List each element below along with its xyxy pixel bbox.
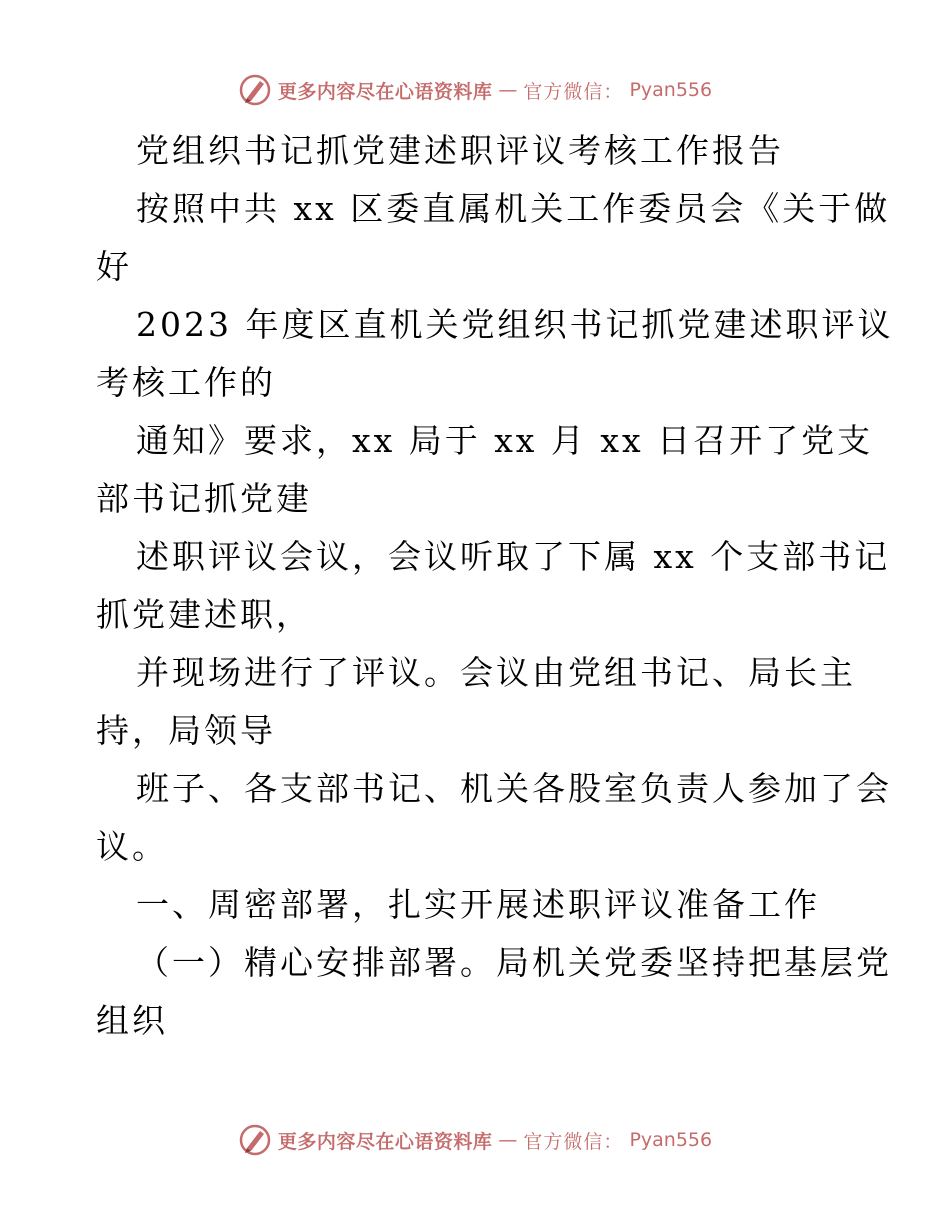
doc-line: 抓党建述职， — [96, 595, 312, 634]
header-banner-dash: — — [498, 79, 518, 101]
footer-banner-id: Pyan556 — [629, 1129, 713, 1151]
header-banner-id: Pyan556 — [629, 79, 713, 101]
footer-banner-main: 更多内容尽在心语资料库 — [277, 1130, 493, 1153]
subsection-line: （一）精心安排部署。局机关党委坚持把基层党 — [136, 943, 892, 982]
section-heading: 一、周密部署，扎实开展述职评议准备工作 — [136, 885, 820, 924]
doc-title: 党组织书记抓党建述职评议考核工作报告 — [136, 131, 784, 170]
footer-banner — [238, 1123, 712, 1157]
document-body — [96, 122, 894, 1050]
doc-line: 持，局领导 — [96, 711, 276, 750]
header-banner — [238, 73, 712, 107]
doc-line: 按照中共 xx 区委直属机关工作委员会《关于做 — [136, 189, 891, 228]
doc-line: 议。 — [96, 827, 168, 866]
doc-line: 组织 — [96, 1001, 168, 1040]
doc-line: 部书记抓党建 — [96, 479, 312, 518]
footer-banner-dash: — — [498, 1129, 518, 1151]
header-banner-sub: 官方微信： — [523, 80, 624, 103]
doc-line: 述职评议会议，会议听取了下属 xx 个支部书记 — [136, 537, 891, 576]
page-footer — [0, 1120, 950, 1160]
doc-line: 2023 年度区直机关党组织书记抓党建述职评议 — [136, 305, 894, 344]
doc-line: 并现场进行了评议。会议由党组书记、局长主 — [136, 653, 856, 692]
footer-banner-sub: 官方微信： — [523, 1130, 624, 1153]
pen-logo-icon — [238, 1123, 272, 1157]
pen-logo-icon — [238, 73, 272, 107]
doc-line: 好 — [96, 247, 132, 286]
doc-line: 班子、各支部书记、机关各股室负责人参加了会 — [136, 769, 892, 808]
header-banner-main: 更多内容尽在心语资料库 — [277, 80, 493, 103]
page-header — [0, 70, 950, 110]
doc-line: 通知》要求，xx 局于 xx 月 xx 日召开了党支 — [136, 421, 874, 460]
doc-line: 考核工作的 — [96, 363, 276, 402]
